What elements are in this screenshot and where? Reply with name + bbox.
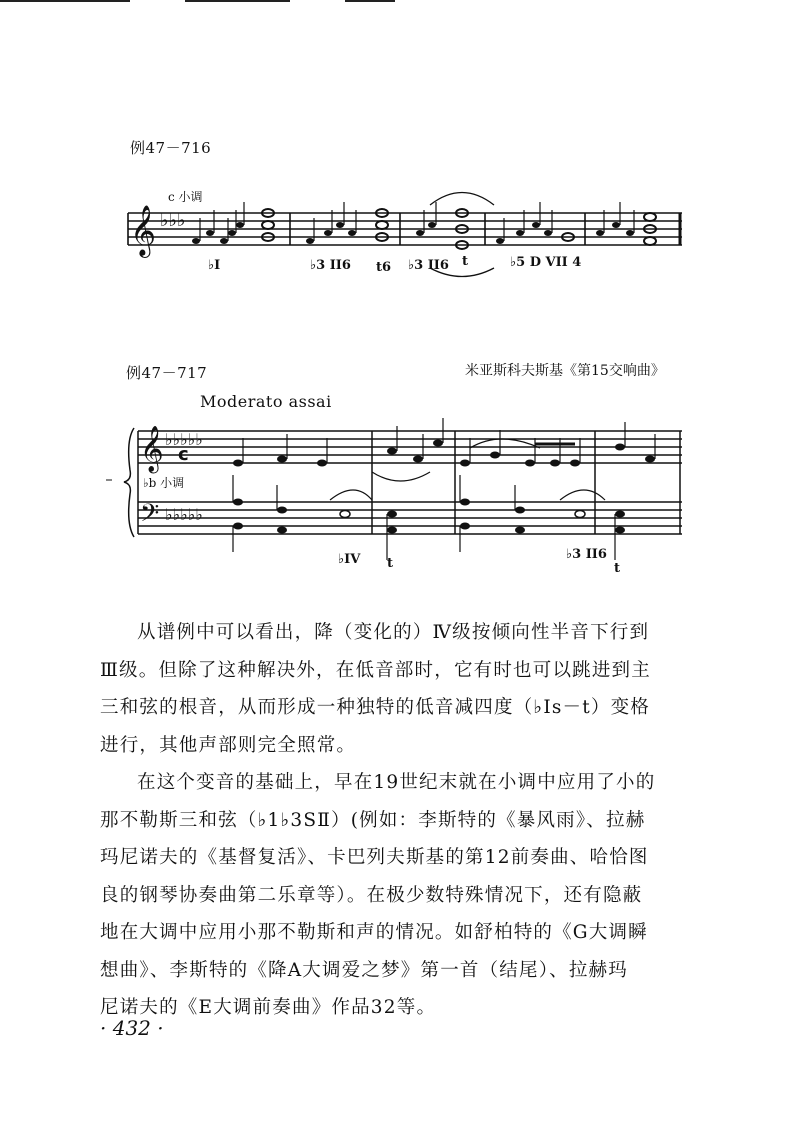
flat-icon: ♭♭♭♭♭ [165,505,203,524]
analysis-label: t6 [376,260,392,275]
text-line: 尼诺夫的《E大调前奏曲》作品32等。 [100,997,437,1018]
analysis-label: ♭I [208,258,221,273]
key-label: c 小调 [168,190,203,204]
analysis-label: ♭IV [338,552,361,567]
text-line: 想曲》、李斯特的《降A大调爱之梦》第一首（结尾）、拉赫玛 [100,959,628,981]
body-paragraph [100,614,712,764]
staff-example1 [128,213,682,245]
grand-staff-example2 [124,428,682,537]
notes-example2-bass [233,499,625,534]
text-line: 三和弦的根音，从而形成一种独特的低音减四度（♭Ⅰs－t）变格 [100,697,650,718]
analysis-label: t [614,561,621,576]
text-line: 良的钢琴协奏曲第二乐章等）。在极少数特殊情况下，还有隐蔽 [100,884,643,906]
treble-clef-icon: 𝄞 [140,426,164,472]
body-paragraph [100,764,712,1027]
source-credit: 米亚斯科夫斯基《第15交响曲》 [465,363,665,379]
page-number: · 432 · [100,1016,164,1040]
key-label: ♭b 小调 [143,476,185,490]
text-line: 那不勒斯三和弦（♭1♭3SⅡ）(例如：李斯特的《暴风雨》、拉赫 [100,809,646,831]
analysis-label: ♭3 II6 [566,547,607,562]
analysis-label: t [462,254,469,269]
flat-icon: ♭♭♭ [160,210,186,231]
analysis-label: ♭3 II6 [408,258,449,273]
example-label: 例47－716 [130,139,212,157]
text-line: 进行，其他声部则完全照常。 [100,734,357,756]
analysis-label: t [387,556,394,571]
text-line: 从谱例中可以看出，降（变化的）Ⅳ级按倾向性半音下行到 [137,622,650,643]
slur-arc [330,490,372,500]
text-line: 玛尼诺夫的《基督复活》、卡巴列夫斯基的第12前奏曲、哈恰图 [100,847,649,868]
example-label: 例47－717 [126,364,208,382]
bass-clef-icon: 𝄢 [140,499,160,534]
slur-arc [560,490,605,500]
analysis-label: ♭3 II6 [310,258,351,273]
analysis-label: ♭5 D VII 4 [510,255,582,270]
treble-clef-icon: 𝄞 [130,205,157,256]
text-line: Ⅲ级。但除了这种解决外，在低音部时，它有时也可以跳进到主 [100,659,651,681]
tempo-marking: Moderato assai [200,392,332,411]
time-signature-icon: c [178,444,189,465]
text-line: 在这个变音的基础上，早在19世纪末就在小调中应用了小的 [137,772,656,793]
slur-arc [372,472,430,481]
tie-arc [430,193,494,206]
flat-icon: ♭♭♭♭♭ [165,430,203,449]
text-line: 地在大调中应用小那不勒斯和声的情况。如舒柏特的《G大调瞬 [100,922,648,943]
